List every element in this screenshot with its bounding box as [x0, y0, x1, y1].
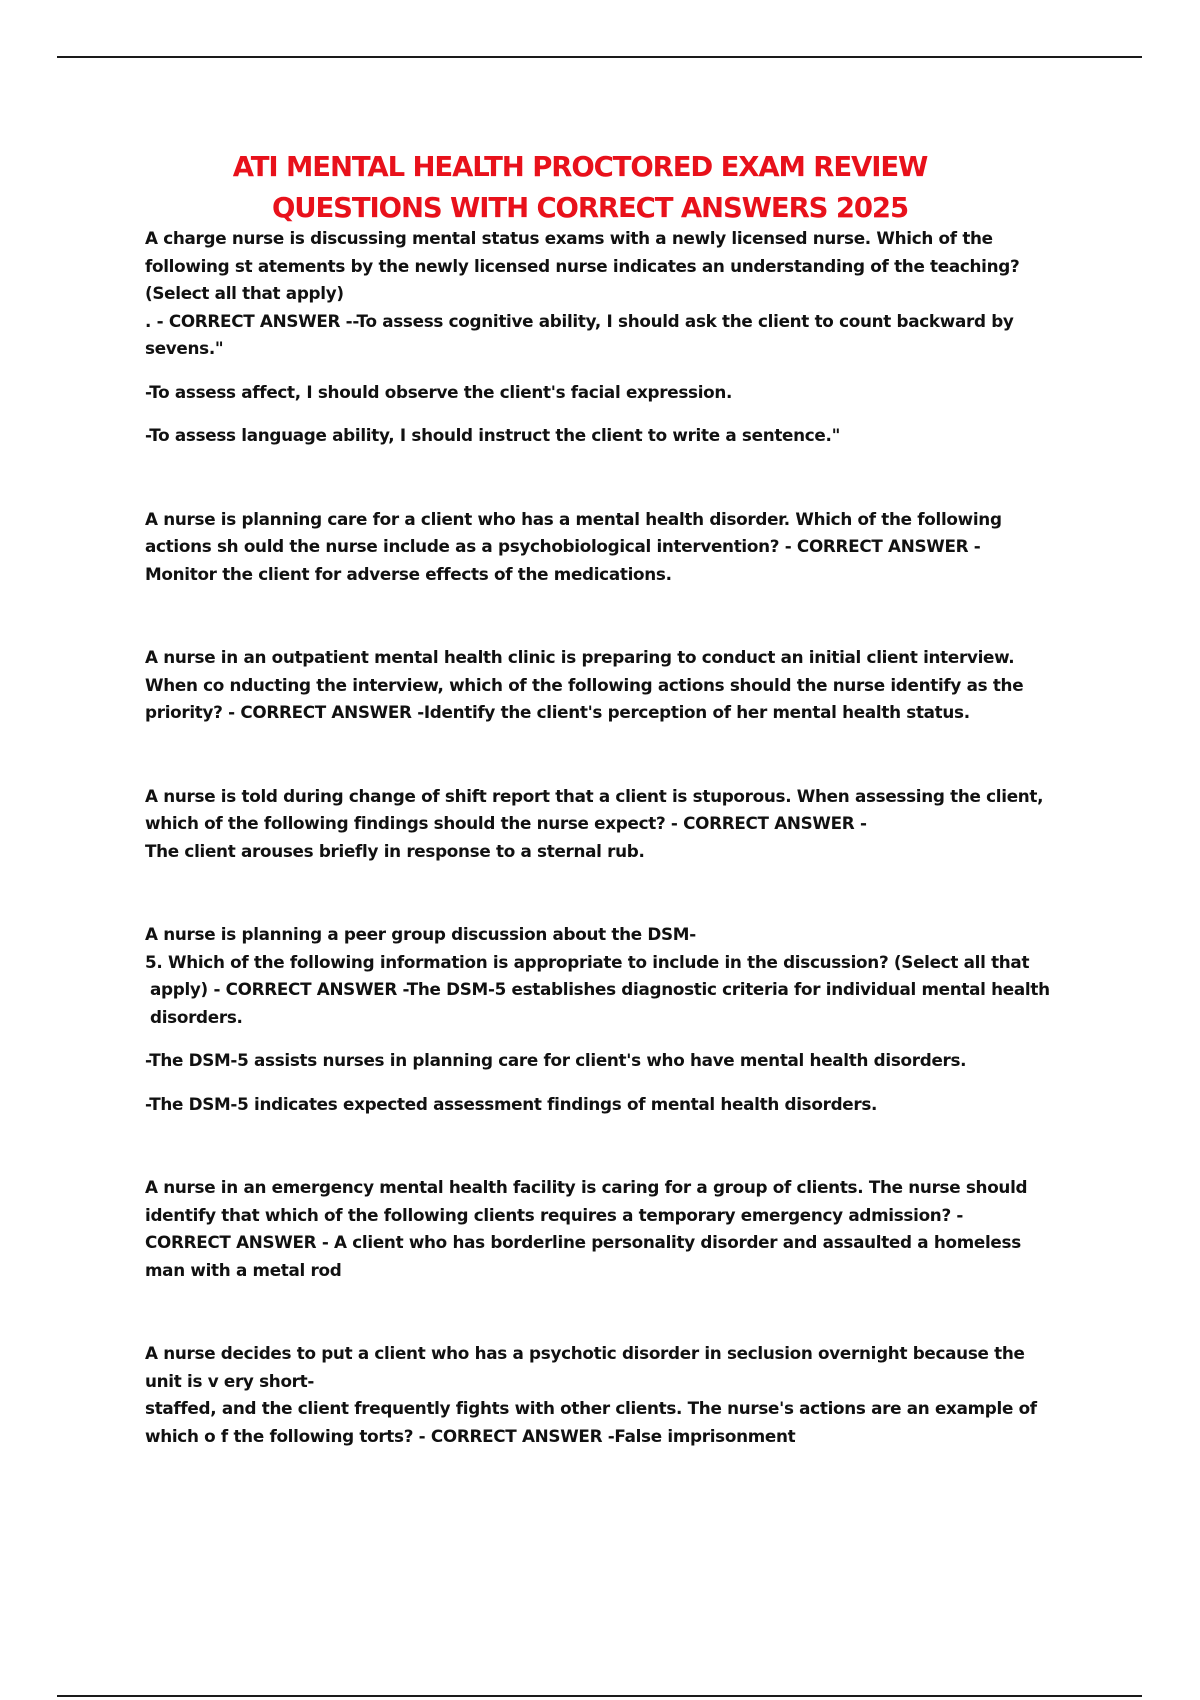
q3-line-3: priority? - CORRECT ANSWER -Identify the client's perception of her mental health status.	[145, 702, 970, 722]
q4-line-3: The client arouses briefly in response to a sternal rub.	[145, 840, 645, 861]
q6-line-4: man with a metal rod	[145, 1259, 342, 1280]
question-block-7	[145, 1340, 1105, 1450]
question-block-5	[145, 921, 1105, 1118]
title-line-1: ATI MENTAL HEALTH PROCTORED EXAM REVIEW	[232, 151, 928, 183]
q5-line-1: A nurse is planning a peer group discussion about the DSM-	[145, 924, 696, 944]
q3-line-1: A nurse in an outpatient mental health clinic is preparing to conduct an initial client interview.	[145, 647, 1015, 667]
q7-line-4: which o f the following torts? - CORRECT ANSWER -False imprisonment	[145, 1425, 796, 1446]
question-block-6	[145, 1174, 1105, 1284]
q3-line-2: When co nducting the interview, which of the following actions should the nurse identify as the	[145, 674, 1024, 695]
q7-line-2: unit is v ery short-	[145, 1370, 315, 1391]
bottom-rule	[57, 1695, 1142, 1697]
q5-answer-planning: -The DSM-5 assists nurses in planning care for client's who have mental health disorders.	[145, 1050, 967, 1070]
q2-line-1: A nurse is planning care for a client who has a mental health disorder. Which of the following	[145, 508, 1002, 529]
q1-line-3: (Select all that apply)	[145, 283, 344, 303]
title-line-2: QUESTIONS WITH CORRECT ANSWERS 2025	[271, 192, 908, 224]
questions-body	[145, 225, 1105, 1450]
q1-line-2: following st atements by the newly licensed nurse indicates an understanding of the teaching?	[145, 255, 1020, 276]
q7-line-3: staffed, and the client frequently fights with other clients. The nurse's actions are an example of	[145, 1398, 1037, 1418]
document-title	[120, 147, 1040, 229]
q1-line-1: A charge nurse is discussing mental status exams with a newly licensed nurse. Which of the	[145, 228, 993, 248]
q6-line-3: CORRECT ANSWER - A client who has borderline personality disorder and assaulted a homeless	[145, 1232, 1021, 1252]
question-block-2	[145, 506, 1105, 589]
q4-line-1: A nurse is told during change of shift report that a client is stuporous. When assessing the client,	[145, 785, 1044, 806]
question-block-1	[145, 225, 1105, 450]
q6-line-1: A nurse in an emergency mental health facility is caring for a group of clients. The nurse should	[145, 1177, 1028, 1197]
q2-line-2: actions sh ould the nurse include as a psychobiological intervention? - CORRECT ANSWER -	[145, 536, 981, 556]
q1-answer-language: -To assess language ability, I should instruct the client to write a sentence."	[145, 425, 841, 445]
q1-line-4: . - CORRECT ANSWER --To assess cognitive ability, I should ask the client to count backward by	[145, 310, 1014, 331]
question-block-3	[145, 644, 1105, 727]
q7-line-1: A nurse decides to put a client who has a psychotic disorder in seclusion overnight because the	[145, 1343, 1025, 1363]
top-rule	[57, 56, 1142, 58]
q1-answer-affect: -To assess affect, I should observe the client's facial expression.	[145, 381, 733, 402]
q5-answer-findings: -The DSM-5 indicates expected assessment findings of mental health disorders.	[145, 1093, 878, 1114]
question-block-4	[145, 783, 1105, 866]
q2-line-3: Monitor the client for adverse effects of the medications.	[145, 563, 672, 584]
q6-line-2: identify that which of the following clients requires a temporary emergency admission? -	[145, 1204, 964, 1225]
q5-line-2: 5. Which of the following information is appropriate to include in the discussion? (Select all that	[145, 951, 1030, 972]
q5-line-4: disorders.	[150, 1006, 243, 1027]
q1-line-5: sevens."	[145, 338, 224, 358]
q5-line-3: apply) - CORRECT ANSWER -The DSM-5 establishes diagnostic criteria for individual mental health	[150, 979, 1050, 999]
q4-line-2: which of the following findings should the nurse expect? - CORRECT ANSWER -	[145, 813, 867, 833]
